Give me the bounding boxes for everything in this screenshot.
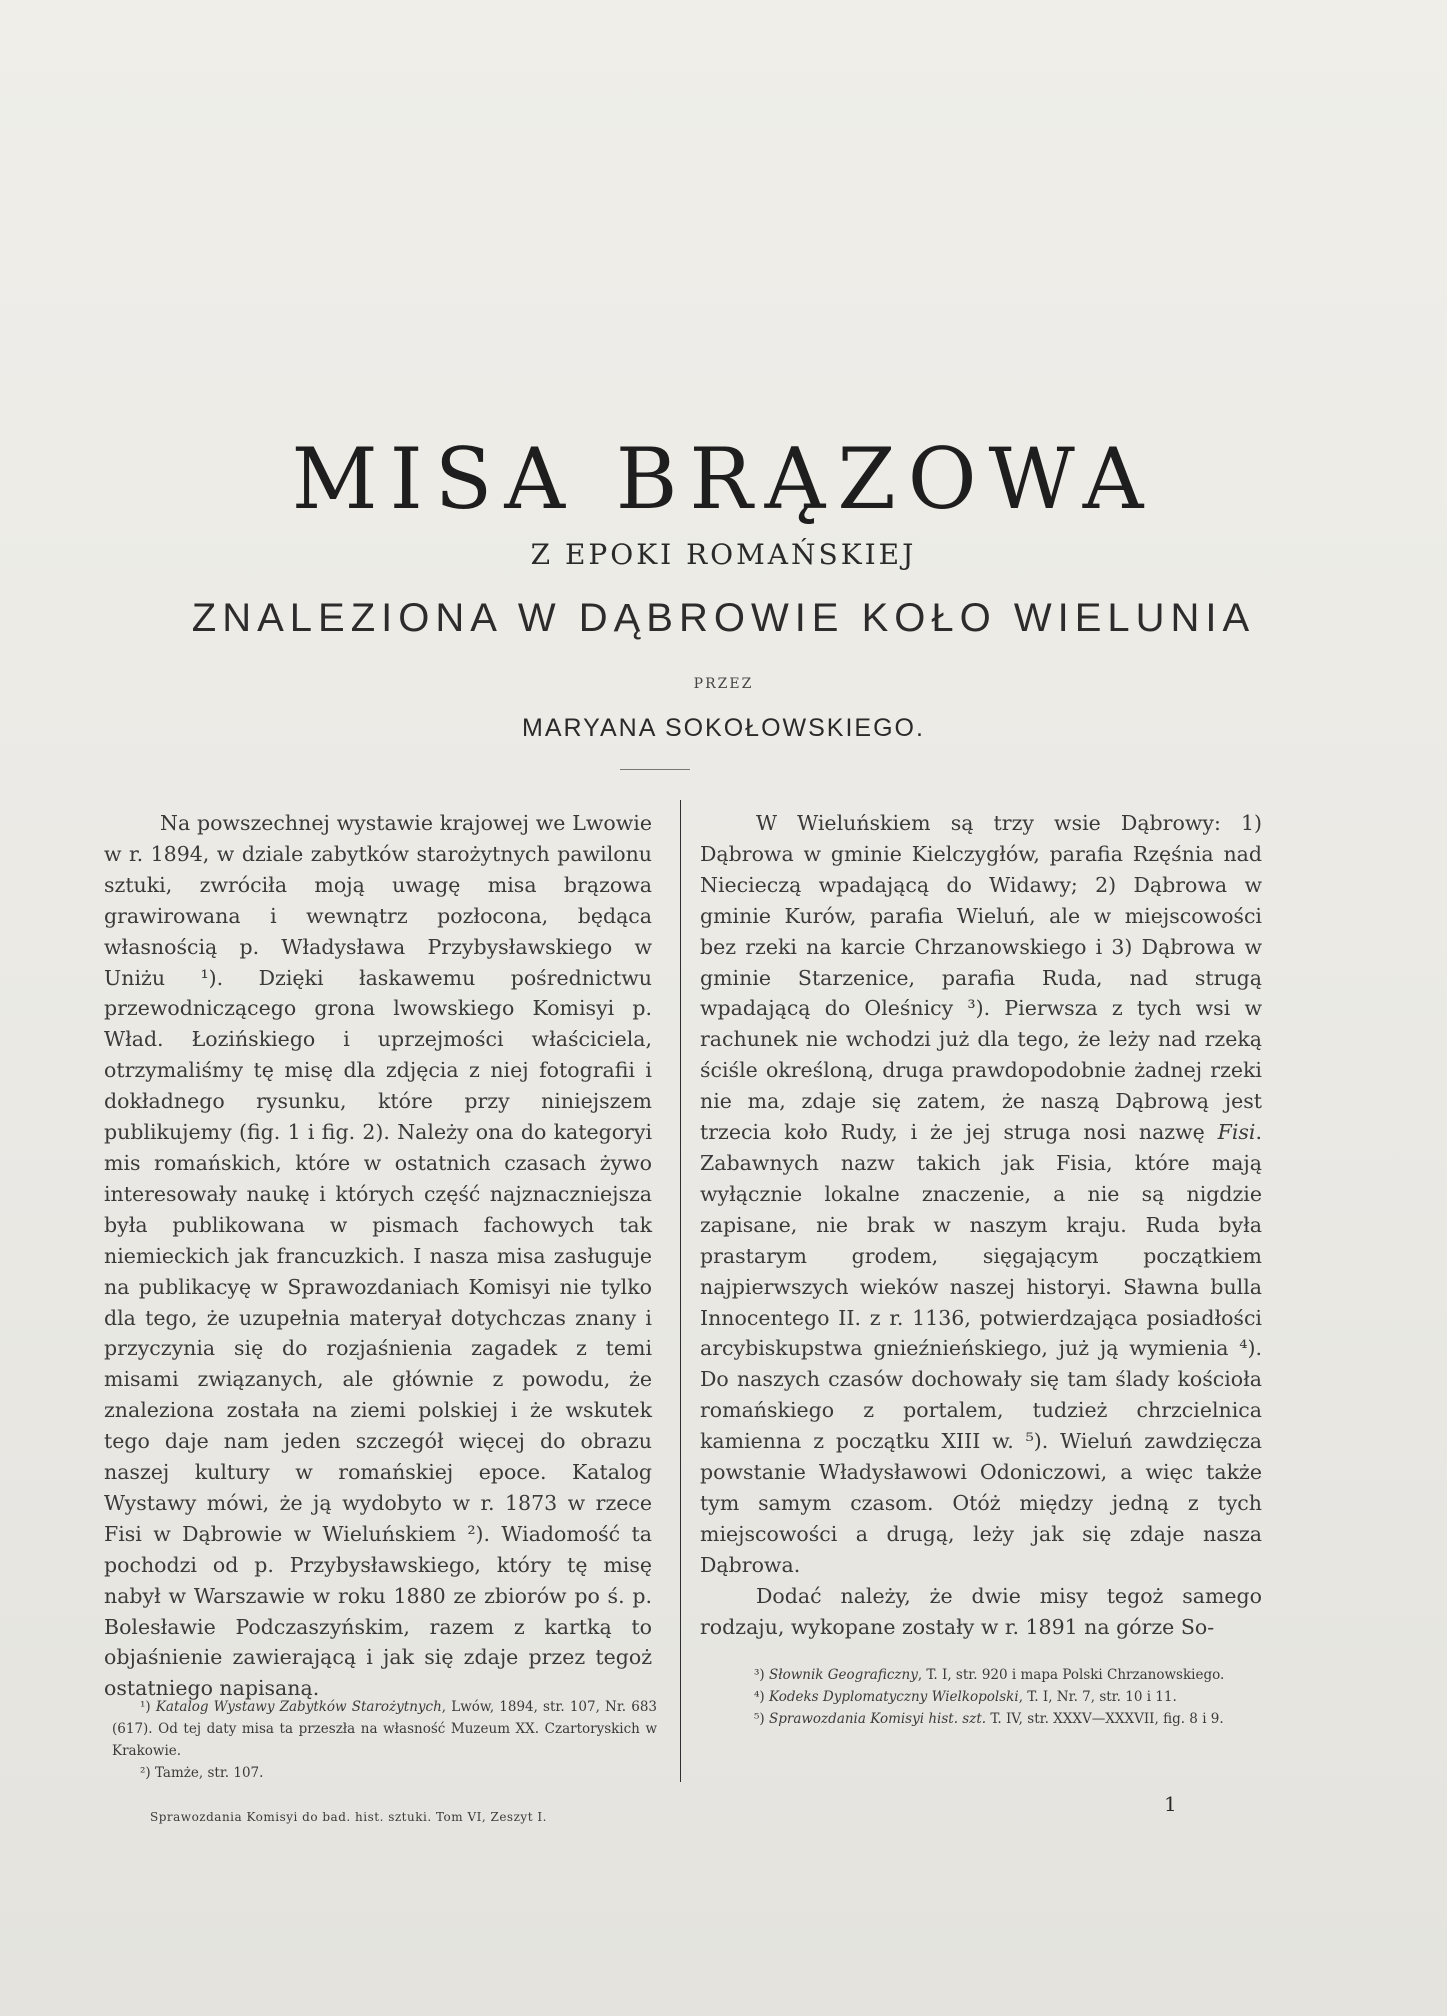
footnote-4-text: , T. I, Nr. 7, str. 10 i 11. bbox=[1018, 1689, 1177, 1705]
left-paragraph-1: Na powszechnej wystawie krajowej we Lwowie w r. 1894, w dziale zabytków starożytnych pawilonu sztuki, zwróciła moją uwagę misa brązowa grawirowana i wewnątrz pozłocona, będąca własnością p. Władysława Przybysławskiego w Uniżu ¹). Dzięki łaskawemu pośrednictwu przewodniczącego grona lwowskiego Komisyi p. Wład. Łozińskiego i uprzejmości właściciela, otrzymaliśmy tę misę dla zdjęcia z niej fotografii i dokładnego rysunku, które przy niniejszem publikujemy (fig. 1 i fig. 2). Należy ona do kategoryi mis romańskich, które w ostatnich czasach żywo interesowały naukę i których część najznaczniejsza była publikowana w pismach fachowych tak niemieckich jak francuzkich. I nasza misa zasługuje na publikacyę w Sprawozdaniach Komisyi nie tylko dla tego, że uzupełnia materyał dotychczas znany i przyczynia się do rozjaśnienia zagadek z temi misami związanych, ale głównie z powodu, że znaleziona została na ziemi polskiej i że wskutek tego daje nam jeden szczegół więcej do obrazu naszej kultury w romańskiej epoce. Katalog Wystawy mówi, że ją wydobyto w r. 1873 w rzece Fisi w Dąbrowie w Wieluńskiem ²). Wiadomość ta pochodzi od p. Przybysławskiego, który tę misę nabył w Warszawie w roku 1880 ze zbiorów po ś. p. Bolesławie Podczaszyńskim, razem z kartką to objaśnienie zawierającą i jak się zdaje przez tegoż ostatniego napisaną. bbox=[104, 811, 652, 1701]
right-paragraph-1 bbox=[700, 808, 1262, 1581]
article-subtitle-epoch: Z EPOKI ROMAŃSKIEJ bbox=[530, 538, 917, 571]
footnote-1 bbox=[112, 1696, 657, 1762]
footnote-3 bbox=[726, 1664, 1266, 1686]
footnote-3-mark: ³) bbox=[754, 1667, 765, 1683]
footnotes-left bbox=[112, 1696, 657, 1784]
footnote-1-title: Katalog Wystawy Zabytków Starożytnych bbox=[155, 1699, 442, 1715]
footnote-5-title: Sprawozdania Komisyi hist. szt. bbox=[768, 1711, 987, 1727]
footnote-1-text: , Lwów, 1894, str. 107, Nr. 683 (617). Od tej daty misa ta przeszła na własność Muzeum XX. Czartoryskich w Krakowie. bbox=[112, 1699, 658, 1759]
author-name: MARYANA SOKOŁOWSKIEGO. bbox=[522, 714, 925, 742]
right-paragraph-1-rest: . Zabawnych nazw takich jak Fisia, które mają wyłącznie lokalne znaczenie, a nie są nigdzie zapisane, nie brak w naszym kraju. Ruda była prastarym grodem, sięgającym początkiem najpierwszych wieków naszej historyi. Sławna bulla Innocentego II. z r. 1136, potwierdzająca posiadłości arcybiskupstwa gnieźnieńskiego, już ją wymienia ⁴). Do naszych czasów dochowały się tam ślady kościoła romańskiego z portalem, tudzież chrzcielnica kamienna z początku XIII w. ⁵). Wieluń zawdzięcza powstanie Władysławowi Odoniczowi, a więc także tym samym czasom. Otóż między jedną z tych miejscowości a drugą, leży jak się zdaje nasza Dąbrowa. bbox=[700, 1120, 1262, 1577]
footnote-4 bbox=[726, 1686, 1266, 1708]
river-name-italic: Fisi bbox=[1217, 1120, 1256, 1145]
footnote-5-text: T. IV, str. XXXV—XXXVII, fig. 8 i 9. bbox=[986, 1711, 1224, 1727]
footnotes-right bbox=[726, 1664, 1266, 1730]
article-title: MISA BRĄZOWA bbox=[291, 430, 1156, 528]
byline-label: PRZEZ bbox=[693, 676, 754, 692]
right-paragraph-2: Dodać należy, że dwie misy tegoż samego rodzaju, wykopane zostały w r. 1891 na górze So- bbox=[700, 1583, 1262, 1639]
right-column bbox=[700, 808, 1262, 1642]
footnote-1-mark: ¹) bbox=[140, 1699, 151, 1715]
footnote-3-title: Słownik Geograficzny bbox=[768, 1667, 918, 1683]
page-number: 1 bbox=[1164, 1792, 1177, 1816]
footnote-4-title: Kodeks Dyplomatyczny Wielkopolski bbox=[768, 1689, 1019, 1705]
footnote-2: ²) Tamże, str. 107. bbox=[140, 1765, 264, 1781]
journal-signature: Sprawozdania Komisyi do bad. hist. sztuki. Tom VI, Zeszyt I. bbox=[150, 1810, 547, 1824]
footnote-5-mark: ⁵) bbox=[754, 1711, 765, 1727]
title-ornament bbox=[620, 769, 690, 772]
left-column bbox=[104, 808, 652, 1704]
footnote-5 bbox=[726, 1708, 1266, 1730]
article-subtitle-location: ZNALEZIONA W DĄBROWIE KOŁO WIELUNIA bbox=[191, 596, 1256, 640]
footnote-3-text: , T. I, str. 920 i mapa Polski Chrzanowskiego. bbox=[917, 1667, 1225, 1683]
footnote-4-mark: ⁴) bbox=[754, 1689, 765, 1705]
right-paragraph-1-text: W Wieluńskiem są trzy wsie Dąbrowy: 1) Dąbrowa w gminie Kielczygłów, parafia Rzęśnia nad Niecieczą wpadającą do Widawy; 2) Dąbrowa w gminie Kurów, parafia Wieluń, ale w miejscowości bez rzeki na karcie Chrzanowskiego i 3) Dąbrowa w gminie Starzenice, parafia Ruda, nad strugą wpadającą do Oleśnicy ³). Pierwsza z tych wsi w rachunek nie wchodzi już dla tego, że leży nad rzeką ściśle określoną, druga prawdopodobnie żadnej rzeki nie ma, zdaje się zatem, że naszą Dąbrową jest trzecia koło Rudy, i że jej struga nosi nazwę bbox=[700, 811, 1262, 1145]
column-divider bbox=[680, 800, 681, 1782]
